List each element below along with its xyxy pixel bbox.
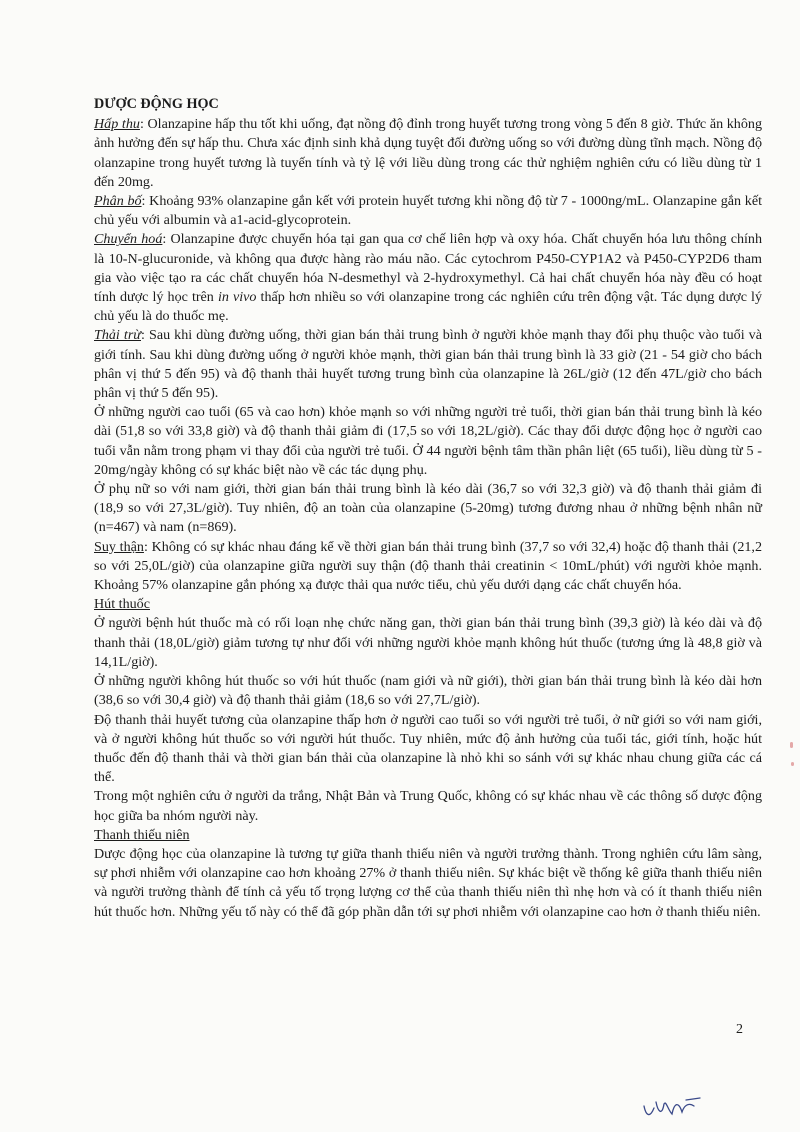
renal-text: : Không có sự khác nhau đáng kể về thời gian bán thải trung bình (37,7 so với 32,4) hoặc độ thanh thải (21,2 so với 25,0L/giờ) của olanzapine giữa người suy thận (độ thanh thải creatinin < 10mL/phút) với người khỏe mạnh. Khoảng 57% olanzapine gắn phóng xạ được thải qua nước tiểu, chủ yếu dưới dạng các chất chuyển hóa. — [94, 538, 762, 594]
smoking-paragraph-2: Ở những người không hút thuốc so với hút thuốc (nam giới và nữ giới), thời gian bán thải trung bình là kéo dài hơn (38,6 so với 30,4 giờ) và độ thanh thải giảm (18,6 so với 27,7L/giờ). — [94, 673, 762, 709]
adolescent-paragraph: Dược động học của olanzapine là tương tự giữa thanh thiếu niên và người trưởng thành. Trong nghiên cứu lâm sàng, sự phơi nhiễm với olanzapine cao hơn khoảng 27% ở thanh thiếu niên. Sự khác biệt về thống kê giữa thanh thiếu niên và người trưởng thành để tính cả yếu tố trọng lượng cơ thể của thanh thiếu niên thì nhẹ hơn và có ít thanh thiếu niên hút thuốc hơn. Những yếu tố này có thể đã góp phần dẫn tới sự phơi nhiễm với olanzapine cao hơn ở thanh thiếu niên. — [94, 845, 762, 920]
elimination-paragraph — [94, 326, 762, 403]
ethnic-paragraph: Trong một nghiên cứu ở người da trắng, Nhật Bản và Trung Quốc, không có sự khác nhau về các thông số dược động học giữa ba nhóm người này. — [94, 788, 762, 824]
adolescent-heading: Thanh thiếu niên — [94, 826, 190, 843]
absorption-paragraph — [94, 115, 762, 192]
section-heading: DƯỢC ĐỘNG HỌC — [94, 96, 219, 112]
distribution-text: : Khoảng 93% olanzapine gắn kết với protein huyết tương khi nồng độ từ 7 - 1000ng/mL. Olanzapine gắn kết chủ yếu với albumin và a1-acid-glycoprotein. — [94, 193, 762, 229]
metabolism-italic: in vivo — [217, 289, 257, 306]
metabolism-text-2: thấp hơn nhiều so với olanzapine trong các nghiên cứu trên động vật. Tác dụng dược lý chủ yếu là do thuốc mẹ. — [94, 289, 762, 325]
smoking-paragraph-3: Độ thanh thải huyết tương của olanzapine thấp hơn ở người cao tuổi so với người trẻ tuổi, ở nữ giới so với nam giới, và ở người không hút thuốc so với người hút thuốc. Tuy nhiên, mức độ ảnh hưởng của tuổi tác, giới tính, hoặc hút thuốc đến độ thanh thải và thời gian bán thải của olanzapine là nhỏ khi so sánh với sự khác nhau chung giữa các cá thể. — [94, 711, 762, 786]
elimination-text: : Sau khi dùng đường uống, thời gian bán thải trung bình ở người khỏe mạnh thay đổi phụ thuộc vào tuổi và giới tính. Sau khi dùng đường uống ở người khỏe mạnh, thời gian bán thải trung bình là 33 giờ (21 - 54 giờ cho bách phân vị thứ 5 đến 95) và độ thanh thải huyết tương trung bình của olanzapine là 26L/giờ (12 đến 47L/giờ cho bách phân vị thứ 5 đến 95). — [94, 327, 762, 402]
metabolism-text-1: : Olanzapine được chuyển hóa tại gan qua cơ chế liên hợp và oxy hóa. Chất chuyển hóa lưu thông chính là 10-N-glucuronide, và không qua được hàng rào máu não. Các cytochrom P450-CYP1A2 và P450-CYP2D6 tham gia vào việc tạo ra các chất chuyển hóa N-desmethyl và 2-hydroxymethyl. Cả hai chất chuyển hóa này đều có hoạt tính dược lý học trên — [94, 231, 763, 306]
smoking-heading: Hút thuốc — [94, 596, 150, 613]
margin-speck — [790, 742, 793, 748]
page-number: 2 — [736, 1022, 743, 1037]
absorption-label: Hấp thu — [94, 116, 140, 133]
margin-speck — [791, 762, 794, 766]
absorption-text: : Olanzapine hấp thu tốt khi uống, đạt nồng độ đỉnh trong huyết tương trong vòng 5 đến 8 giờ. Thức ăn không ảnh hưởng đến sự hấp thu. Chưa xác định sinh khả dụng tuyệt đối đường uống so với đường dùng tĩnh mạch. Nồng độ olanzapine trong huyết tương là tuyến tính và tỷ lệ với liều dùng trong các thử nghiệm nghiên cứu có liều dùng từ 1 đến 20mg. — [94, 116, 762, 190]
metabolism-label: Chuyển hoá — [94, 231, 163, 248]
smoking-paragraph-1: Ở người bệnh hút thuốc mà có rối loạn nhẹ chức năng gan, thời gian bán thải trung bình (39,3 giờ) là kéo dài và độ thanh thải (18,0L/giờ) giảm tương tự như đối với những người khỏe mạnh không hút thuốc (tương ứng là 48,8 giờ và 14,1L/giờ). — [94, 615, 762, 670]
renal-paragraph — [94, 538, 762, 596]
distribution-label: Phân bố — [94, 193, 142, 210]
distribution-paragraph — [94, 192, 762, 230]
document-body — [94, 95, 762, 922]
signature-mark — [640, 1092, 710, 1122]
elimination-label: Thải trừ — [94, 327, 141, 344]
renal-label: Suy thận — [94, 538, 144, 555]
gender-paragraph: Ở phụ nữ so với nam giới, thời gian bán thải trung bình là kéo dài (36,7 so với 32,3 giờ) và độ thanh thải giảm đi (18,9 so với 27,3L/giờ). Tuy nhiên, độ an toàn của olanzapine (5-20mg) tương đương nhau ở những bệnh nhân nữ (n=467) và nam (n=869). — [94, 481, 762, 536]
metabolism-paragraph — [94, 230, 762, 326]
elderly-paragraph: Ở những người cao tuổi (65 và cao hơn) khỏe mạnh so với những người trẻ tuổi, thời gian bán thải trung bình là kéo dài (51,8 so với 33,8 giờ) và độ thanh thải giảm đi (17,5 so với 18,2L/giờ). Các thay đổi dược động học ở người cao tuổi vẫn nằm trong phạm vi thay đổi của người trẻ tuổi. Ở 44 người bệnh tâm thần phân liệt (65 tuổi), liều dùng từ 5 - 20mg/ngày không có sự khác biệt nào về các tác dụng phụ. — [94, 404, 762, 478]
